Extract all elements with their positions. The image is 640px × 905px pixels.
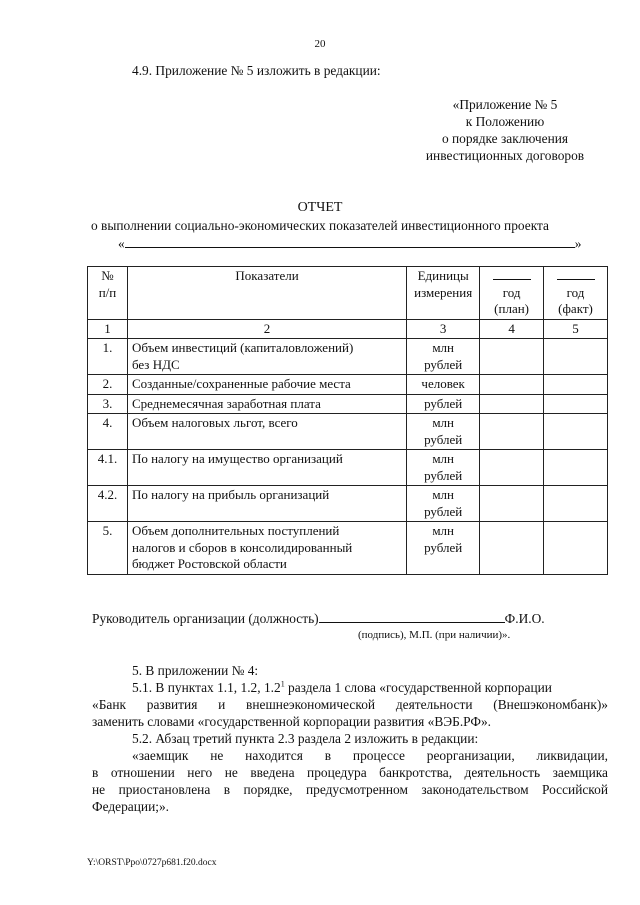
row-indicator: Среднемесячная заработная плата	[127, 394, 406, 414]
body-p1: 5. В приложении № 4:	[132, 663, 259, 678]
body-p4-line4: Федерации;».	[92, 799, 170, 814]
table-row	[88, 339, 608, 375]
row-unit: млн рублей	[407, 522, 480, 575]
signature-note: (подпись), М.П. (при наличии)».	[358, 629, 511, 641]
row-indicator: Объем дополнительных поступлений налогов и сборов в консолидированный бюджет Ростовской области	[127, 522, 406, 575]
body-p4-line2: в отношении него не введена процедура банкротства, деятельность заемщика	[92, 765, 608, 780]
indicators-table	[87, 266, 608, 575]
row-num: 2.	[88, 375, 128, 395]
row-indicator: По налогу на прибыль организаций	[127, 486, 406, 522]
row-plan-value	[480, 450, 544, 486]
row-num: 4.2.	[88, 486, 128, 522]
row-unit: человек	[407, 375, 480, 395]
report-title: ОТЧЕТ	[297, 200, 343, 215]
row-plan-value	[480, 375, 544, 395]
row-plan-value	[480, 394, 544, 414]
row-unit: млн рублей	[407, 450, 480, 486]
row-indicator: Созданные/сохраненные рабочие места	[127, 375, 406, 395]
row-fact-value	[544, 375, 608, 395]
row-fact-value	[544, 394, 608, 414]
body-p4-line1: «заемщик не находится в процессе реорганизации, ликвидации,	[132, 748, 608, 763]
row-unit: млн рублей	[407, 486, 480, 522]
header-fact: год (факт)	[544, 267, 608, 320]
body-p2-line1: 5.1. В пунктах 1.1, 1.2, $1.2^1$ раздела 1 слова «государственной корпорации	[132, 679, 552, 695]
row-num: 5.	[88, 522, 128, 575]
body-p4-line3: не приостановлена в порядке, предусмотренном законодательством Российской	[92, 782, 608, 797]
annex-header-line: «Приложение № 5	[452, 97, 558, 112]
report-subtitle: о выполнении социально-экономических показателей инвестиционного проекта	[91, 218, 549, 233]
row-indicator: По налогу на имущество организаций	[127, 450, 406, 486]
table-row	[88, 375, 608, 395]
row-plan-value	[480, 486, 544, 522]
row-unit: рублей	[407, 394, 480, 414]
table-numbering-row: 1 2 3 4 5	[88, 319, 608, 339]
row-fact-value	[544, 486, 608, 522]
table-header-row	[88, 267, 608, 320]
table-row	[88, 394, 608, 414]
row-fact-value	[544, 414, 608, 450]
body-p2-line2: «Банк развития и внешнеэкономической деятельности (Внешэкономбанк)»	[92, 697, 608, 712]
row-indicator: Объем инвестиций (капиталовложений) без НДС	[127, 339, 406, 375]
row-num: 3.	[88, 394, 128, 414]
row-fact-value	[544, 339, 608, 375]
header-indicators: Показатели	[127, 267, 406, 320]
table-row	[88, 522, 608, 575]
table-row	[88, 486, 608, 522]
signature-label: Руководитель организации (должность)	[92, 611, 319, 626]
table-row	[88, 450, 608, 486]
row-indicator: Объем налоговых льгот, всего	[127, 414, 406, 450]
row-num: 4.1.	[88, 450, 128, 486]
row-plan-value	[480, 339, 544, 375]
table-body	[88, 339, 608, 575]
row-plan-value	[480, 414, 544, 450]
header-plan: год (план)	[480, 267, 544, 320]
project-quote-open: «	[118, 236, 125, 251]
page-number: 20	[314, 38, 326, 50]
body-p2-line3: заменить словами «государственной корпорации развития «ВЭБ.РФ».	[92, 714, 492, 729]
intro-line: 4.9. Приложение № 5 изложить в редакции:	[132, 63, 381, 78]
annex-header	[405, 96, 605, 164]
row-fact-value	[544, 450, 608, 486]
row-num: 1.	[88, 339, 128, 375]
table-row	[88, 414, 608, 450]
header-units: Единицы измерения	[407, 267, 480, 320]
annex-header-line: к Положению	[465, 114, 545, 129]
row-plan-value	[480, 522, 544, 575]
row-fact-value	[544, 522, 608, 575]
row-unit: млн рублей	[407, 339, 480, 375]
row-unit: млн рублей	[407, 414, 480, 450]
file-path-footer: Y:\ORST\Ppo\0727p681.f20.docx	[87, 858, 217, 868]
project-quote-close: »	[574, 236, 582, 251]
annex-header-line: инвестиционных договоров	[425, 148, 585, 163]
body-p3: 5.2. Абзац третий пункта 2.3 раздела 2 изложить в редакции:	[132, 731, 479, 746]
row-num: 4.	[88, 414, 128, 450]
project-name-line	[118, 235, 588, 252]
annex-header-line: о порядке заключения	[441, 131, 569, 146]
signature-line	[92, 610, 545, 627]
header-num: № п/п	[88, 267, 128, 320]
signature-fio: Ф.И.О.	[504, 611, 545, 626]
